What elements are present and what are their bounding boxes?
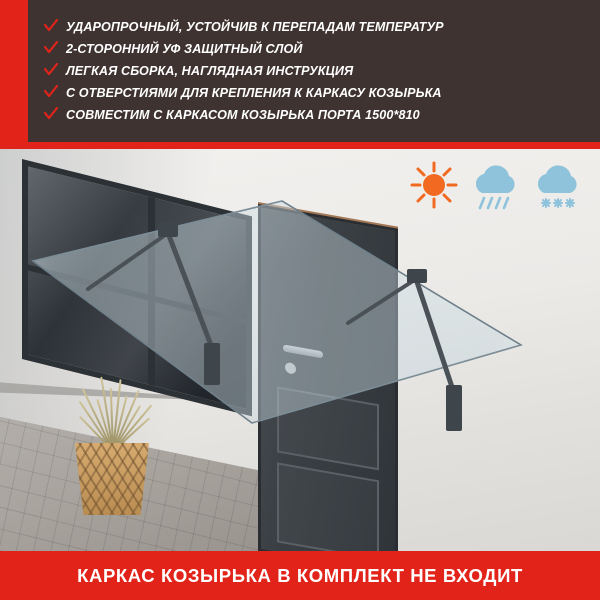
feature-panel xyxy=(0,0,600,142)
red-divider xyxy=(0,142,600,149)
check-icon xyxy=(44,19,58,37)
window-mullion-vertical xyxy=(148,196,155,386)
weather-icon-group xyxy=(408,159,584,221)
disclaimer-banner xyxy=(0,551,600,600)
wicker-planter xyxy=(70,443,154,515)
check-icon xyxy=(44,85,58,103)
door-lock xyxy=(285,362,296,375)
feature-item xyxy=(44,40,590,59)
door-panel xyxy=(277,386,379,470)
feature-item xyxy=(44,106,590,125)
feature-label: УДАРОПРОЧНЫЙ, УСТОЙЧИВ К ПЕРЕПАДАМ ТЕМПЕРАТУР xyxy=(66,19,444,34)
check-icon xyxy=(44,107,58,125)
check-icon xyxy=(44,63,58,81)
sun-icon xyxy=(408,159,460,221)
check-icon xyxy=(44,41,58,59)
accent-bar xyxy=(0,0,28,142)
door-panel xyxy=(277,462,379,551)
feature-label: СОВМЕСТИМ С КАРКАСОМ КОЗЫРЬКА ПОРТА 1500*810 xyxy=(66,107,420,122)
feature-item xyxy=(44,18,590,37)
product-photo xyxy=(0,149,600,551)
feature-label: С ОТВЕРСТИЯМИ ДЛЯ КРЕПЛЕНИЯ К КАРКАСУ КОЗЫРЬКА xyxy=(66,85,442,100)
door-handle xyxy=(283,344,323,358)
rain-cloud-icon xyxy=(470,159,522,221)
feature-label: 2-СТОРОННИЙ УФ ЗАЩИТНЫЙ СЛОЙ xyxy=(66,41,303,56)
feature-label: ЛЕГКАЯ СБОРКА, НАГЛЯДНАЯ ИНСТРУКЦИЯ xyxy=(66,63,354,78)
entrance-door xyxy=(258,204,398,551)
snow-cloud-icon xyxy=(532,159,584,221)
feature-list xyxy=(28,8,600,135)
disclaimer-text: КАРКАС КОЗЫРЬКА В КОМПЛЕКТ НЕ ВХОДИТ xyxy=(77,564,523,586)
grass-plant xyxy=(62,367,162,451)
feature-item xyxy=(44,62,590,81)
feature-item xyxy=(44,84,590,103)
